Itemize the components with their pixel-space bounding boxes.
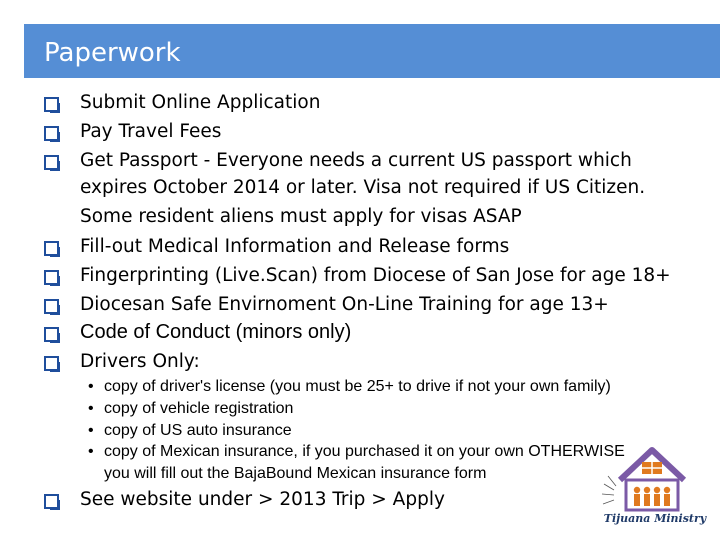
bullet-dot-icon: • xyxy=(88,378,94,395)
bullet-dot-icon: • xyxy=(88,400,94,417)
logo-caption: Tijuana Ministry xyxy=(603,512,707,525)
checkbox-bullet-icon xyxy=(44,97,60,113)
checkbox-bullet-icon xyxy=(44,270,60,286)
bullet-dot-icon: • xyxy=(88,422,94,439)
checkbox-bullet-icon xyxy=(44,356,60,372)
logo-house-walls xyxy=(626,480,678,510)
list-item-continuation: expires October 2014 or later. Visa not required if US Citizen. xyxy=(80,177,646,198)
checkbox-bullet-icon xyxy=(44,494,60,510)
checkbox-bullet-icon xyxy=(44,299,60,315)
list-item-continuation: Some resident aliens must apply for visas ASAP xyxy=(80,206,522,227)
checkbox-bullet-icon xyxy=(44,241,60,257)
logo-people-icon xyxy=(634,487,670,506)
bullet-dot-icon: • xyxy=(88,443,94,460)
checkbox-bullet-icon xyxy=(44,126,60,142)
slide-title: Paperwork xyxy=(44,38,181,68)
checkbox-bullet-icon xyxy=(44,155,60,171)
checkbox-bullet-icon xyxy=(44,327,60,343)
logo-sun-rays xyxy=(602,476,616,504)
